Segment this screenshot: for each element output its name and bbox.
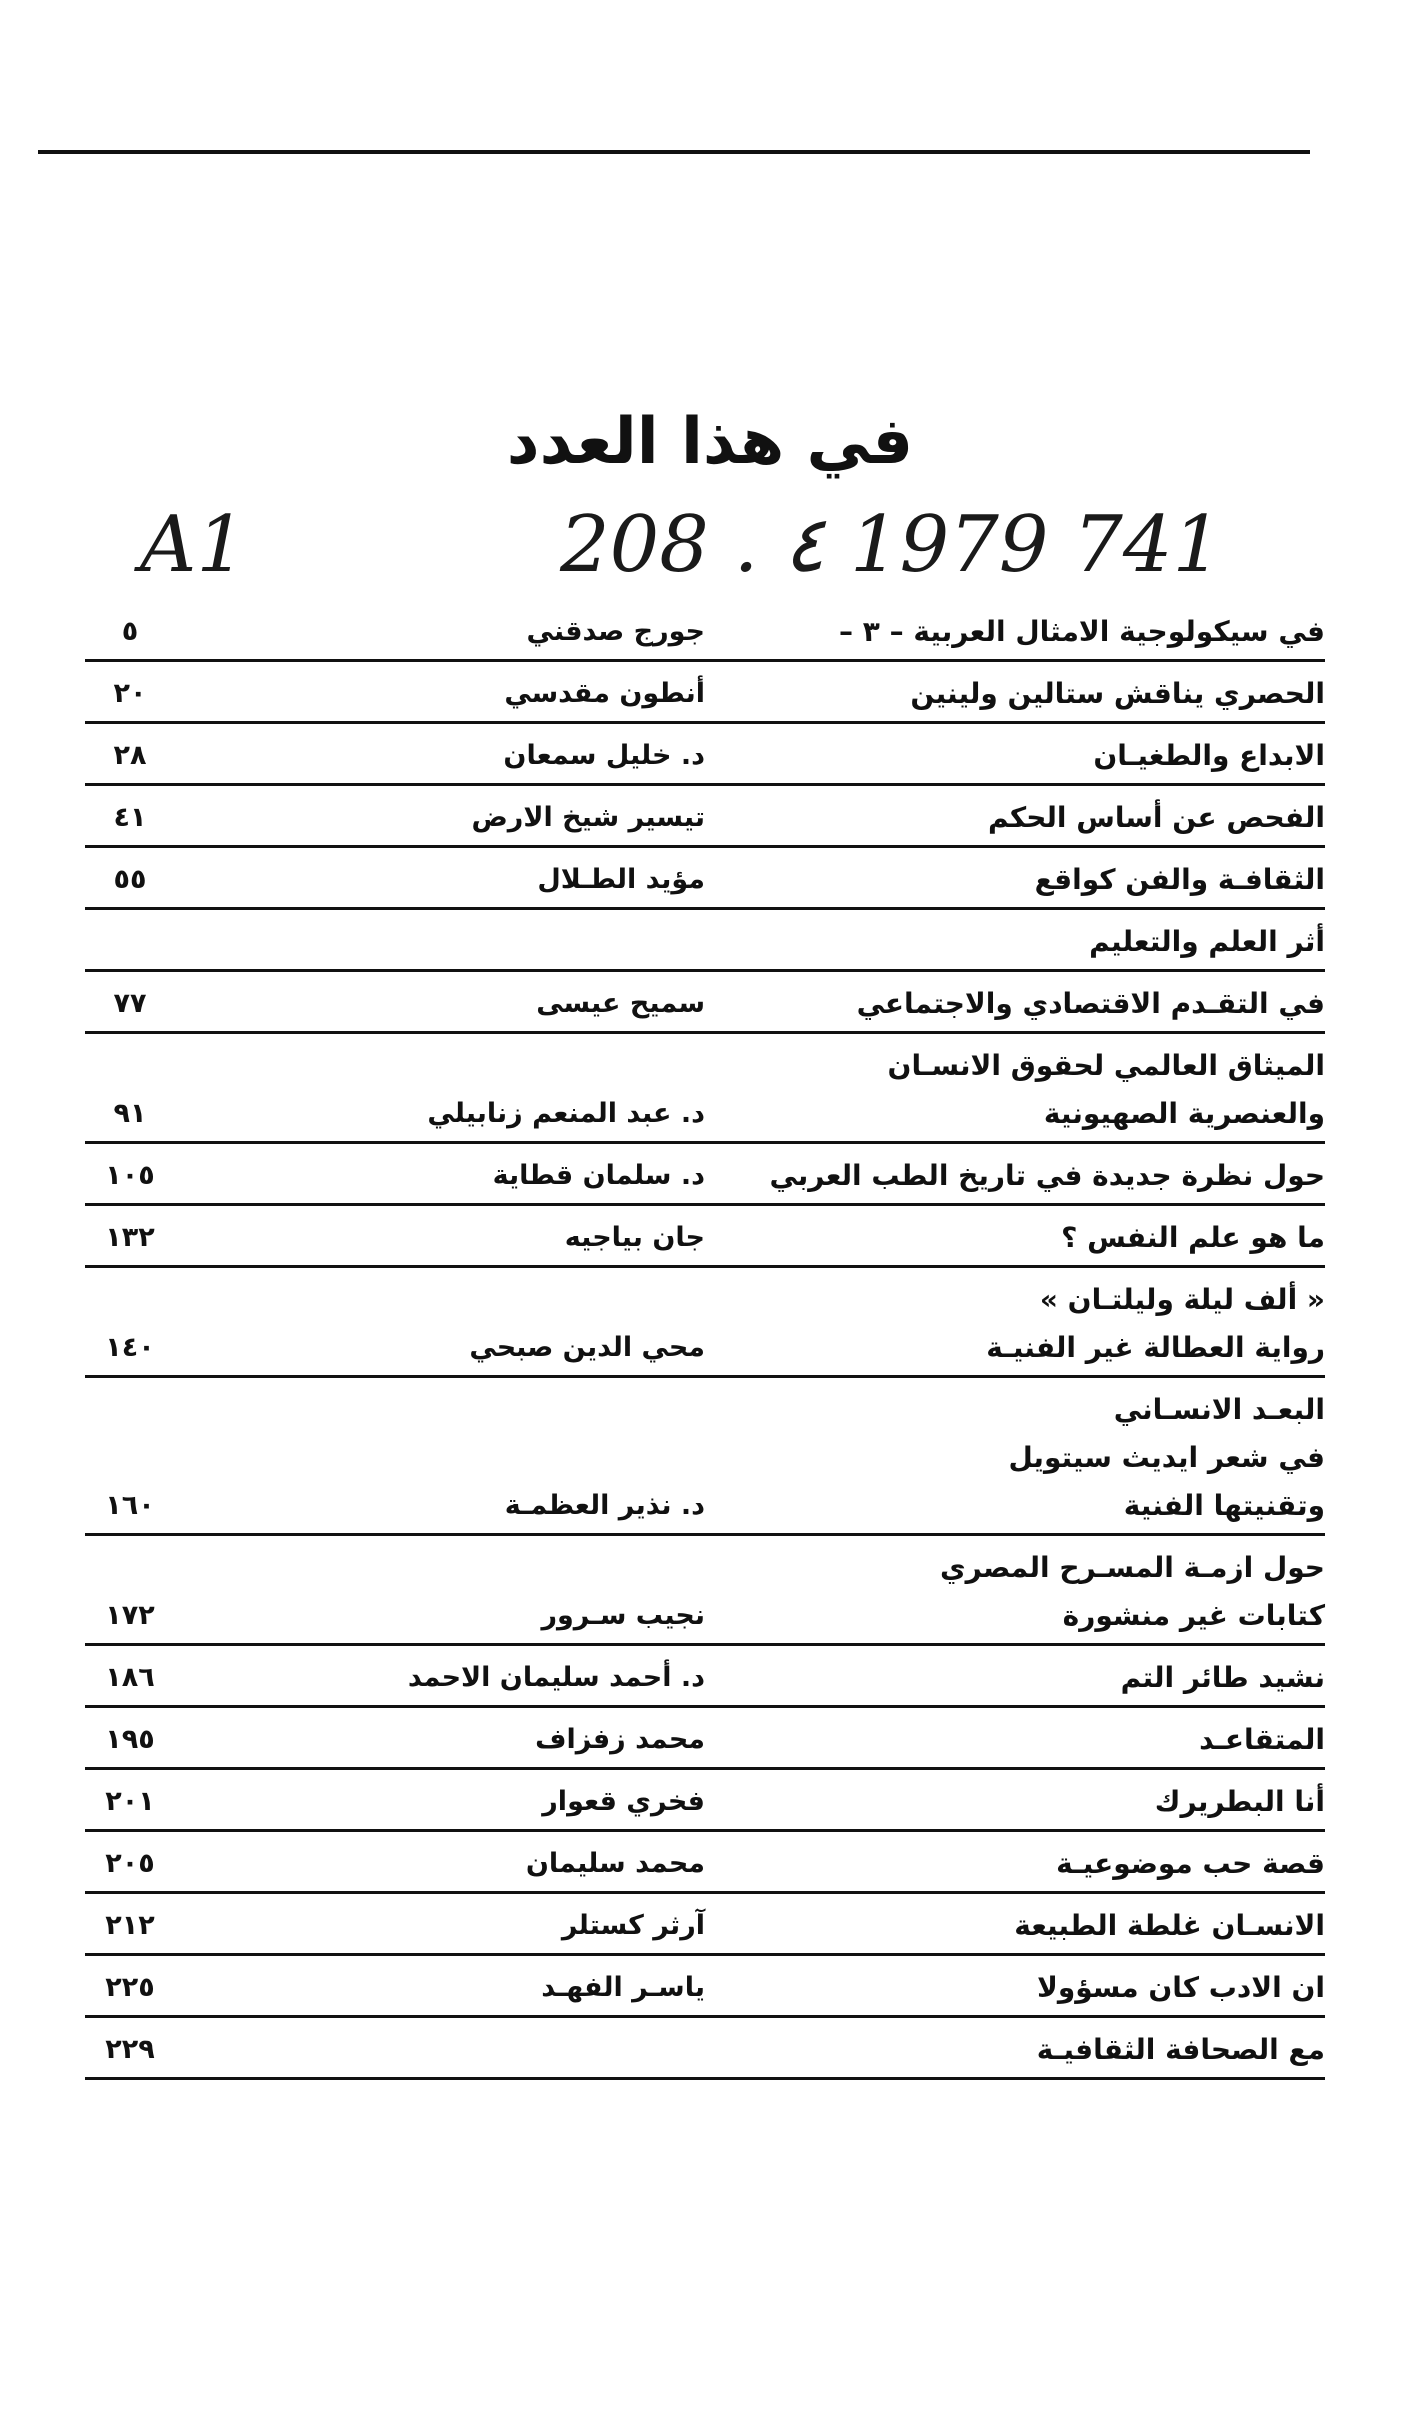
toc-entry xyxy=(85,724,1325,786)
toc-entry xyxy=(85,1894,1325,1956)
entry-title-line: الميثاق العالمي لحقوق الانسـان xyxy=(887,1049,1325,1082)
toc-entry xyxy=(85,662,1325,724)
entry-page-number: ٢٢٥ xyxy=(105,1972,155,2003)
entry-page-number: ١٨٦ xyxy=(105,1662,155,1693)
entry-author: سميح عيسى xyxy=(536,988,705,1019)
entry-title xyxy=(715,1654,1325,1702)
entry-title-line: الابداع والطغيـان xyxy=(1093,739,1325,772)
entry-page-number: ٥٥ xyxy=(113,864,147,895)
entry-title xyxy=(715,1544,1325,1640)
entry-author: أنطون مقدسي xyxy=(504,678,705,709)
top-rule xyxy=(38,150,1310,154)
entry-title xyxy=(715,1276,1325,1372)
entry-page-number: ٢٠٥ xyxy=(105,1848,155,1879)
entry-author: ياسـر الفهـد xyxy=(541,1972,705,2003)
entry-title xyxy=(715,1042,1325,1138)
entry-page-number: ٥ xyxy=(121,616,139,647)
handwritten-code-left: A1 xyxy=(140,500,246,590)
entry-page-number: ١٠٥ xyxy=(105,1160,155,1191)
toc-entry xyxy=(85,2018,1325,2080)
entry-title-line: في سيكولوجية الامثال العربية – ٣ – xyxy=(839,615,1325,648)
entry-author: محي الدين صبحي xyxy=(469,1332,705,1363)
entry-title xyxy=(715,2026,1325,2074)
entry-page-number: ١٦٠ xyxy=(105,1490,155,1521)
entry-author: فخري قعوار xyxy=(542,1786,705,1817)
entry-title xyxy=(715,980,1325,1028)
entry-page-number: ٢٨ xyxy=(113,740,147,771)
toc-entry xyxy=(85,1832,1325,1894)
entry-title-line: وتقنيتها الفنية xyxy=(1123,1489,1325,1522)
entry-author: نجيب سـرور xyxy=(541,1600,705,1631)
entry-page-number xyxy=(85,918,175,966)
entry-title xyxy=(715,1716,1325,1764)
entry-title-line: ان الادب كان مسؤولا xyxy=(1036,1971,1325,2004)
entry-title xyxy=(715,732,1325,780)
entry-page-number: ٢٠١ xyxy=(105,1786,155,1817)
entry-title-line: مع الصحافة الثقافيـة xyxy=(1036,2033,1325,2066)
toc-entry xyxy=(85,848,1325,910)
entry-author: تيسير شيخ الارض xyxy=(471,802,705,833)
entry-title-line: المتقاعـد xyxy=(1199,1723,1325,1756)
toc-entry xyxy=(85,786,1325,848)
toc-entry xyxy=(85,600,1325,662)
entry-title xyxy=(715,1840,1325,1888)
entry-author xyxy=(305,918,705,966)
entry-title-line: في شعر ايديث سيتويل xyxy=(1008,1441,1325,1474)
entry-title-line: حول ازمـة المسـرح المصري xyxy=(940,1551,1325,1584)
entry-title-line: كتابات غير منشورة xyxy=(1062,1599,1325,1632)
entry-title xyxy=(715,1152,1325,1200)
entry-author xyxy=(305,2026,705,2074)
entry-author: د. سلمان قطاية xyxy=(492,1160,705,1191)
entry-page-number: ٢٠ xyxy=(113,678,147,709)
entry-author: د. نذير العظمـة xyxy=(504,1490,705,1521)
entry-title-line: البعـد الانسـاني xyxy=(1113,1393,1325,1426)
toc-entry xyxy=(85,1378,1325,1536)
entry-author: محمد سليمان xyxy=(525,1848,705,1879)
entry-page-number: ٩١ xyxy=(113,1098,147,1129)
entry-page-number: ١٣٢ xyxy=(105,1222,155,1253)
entry-page-number: ١٩٥ xyxy=(105,1724,155,1755)
entry-title-line: قصة حب موضوعيـة xyxy=(1056,1847,1325,1880)
entry-page-number: ١٤٠ xyxy=(105,1332,155,1363)
entry-title xyxy=(715,1964,1325,2012)
entry-title-line: أثر العلم والتعليم xyxy=(1089,925,1325,958)
handwritten-code-right: 208 . ٤ 1979 741 xyxy=(560,500,1223,590)
entry-author: د. عبد المنعم زنابيلي xyxy=(427,1098,705,1129)
entry-title xyxy=(715,1214,1325,1262)
entry-title-line: الانسـان غلطة الطبيعة xyxy=(1014,1909,1325,1942)
entry-title-line: « ألف ليلة وليلتـان » xyxy=(1039,1283,1325,1316)
entry-title xyxy=(715,1386,1325,1530)
entry-page-number: ٧٧ xyxy=(113,988,147,1019)
entry-title-line: في التقـدم الاقتصادي والاجتماعي xyxy=(856,987,1325,1020)
entry-title-line: حول نظرة جديدة في تاريخ الطب العربي xyxy=(769,1159,1325,1192)
entry-page-number: ١٧٢ xyxy=(105,1600,155,1631)
entry-title-line: نشيد طائر التم xyxy=(1120,1661,1325,1694)
entry-author: جان بياجيه xyxy=(564,1222,705,1253)
entry-title-line: رواية العطالة غير الفنيـة xyxy=(986,1331,1325,1364)
toc-entry xyxy=(85,1708,1325,1770)
entry-page-number: ٢١٢ xyxy=(105,1910,155,1941)
entry-title xyxy=(715,608,1325,656)
entry-title-line: الثقافـة والفن كواقع xyxy=(1034,863,1325,896)
entry-page-number: ٢٢٩ xyxy=(105,2034,155,2065)
toc-entry xyxy=(85,1034,1325,1144)
entry-author: جورج صدقني xyxy=(526,616,705,647)
toc-entry xyxy=(85,1770,1325,1832)
entry-title xyxy=(715,670,1325,718)
entry-page-number: ٤١ xyxy=(113,802,147,833)
entry-title xyxy=(715,1902,1325,1950)
entry-title xyxy=(715,856,1325,904)
entry-title-line: الحصري يناقش ستالين ولينين xyxy=(910,677,1325,710)
entry-title xyxy=(715,794,1325,842)
entry-author: محمد زفزاف xyxy=(535,1724,705,1755)
entry-title xyxy=(715,1778,1325,1826)
entry-title-line: ما هو علم النفس ؟ xyxy=(1061,1221,1325,1254)
entry-author: مؤيد الطـلال xyxy=(537,864,705,895)
toc-entry xyxy=(85,1206,1325,1268)
entry-title-line: أنا البطريرك xyxy=(1154,1785,1325,1818)
entry-title-line: الفحص عن أساس الحكم xyxy=(987,801,1325,834)
toc-entry xyxy=(85,910,1325,972)
table-of-contents xyxy=(85,600,1325,2080)
toc-entry xyxy=(85,1536,1325,1646)
toc-entry xyxy=(85,1646,1325,1708)
toc-entry xyxy=(85,1956,1325,2018)
toc-entry xyxy=(85,972,1325,1034)
entry-author: د. أحمد سليمان الاحمد xyxy=(407,1662,705,1693)
entry-title xyxy=(715,918,1325,966)
page-title: في هذا العدد xyxy=(506,405,914,479)
entry-title-line: والعنصرية الصهيونية xyxy=(1043,1097,1325,1130)
entry-author: آرثر كستلر xyxy=(561,1910,705,1941)
entry-author: د. خليل سمعان xyxy=(503,740,705,771)
toc-entry xyxy=(85,1144,1325,1206)
toc-entry xyxy=(85,1268,1325,1378)
